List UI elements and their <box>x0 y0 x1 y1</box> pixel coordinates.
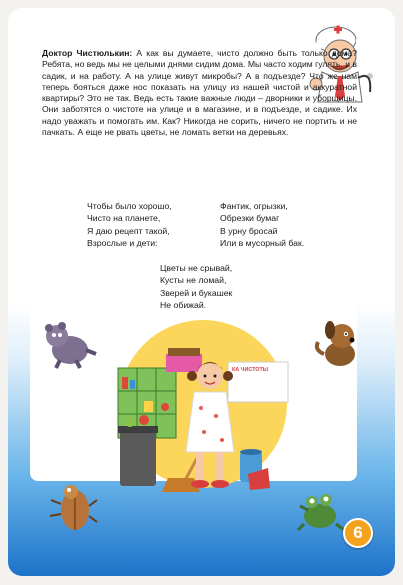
page-number: 6 <box>343 518 373 548</box>
poem-line: Чтобы было хорошо, <box>87 201 172 211</box>
poem-line: В урну бросай <box>220 225 278 236</box>
intro-paragraph <box>42 48 357 138</box>
poem-line: Обрезки бумаг <box>220 213 280 224</box>
girl-sweeping-illustration <box>108 318 298 498</box>
dog-illustration <box>310 320 365 370</box>
beetle-illustration <box>45 480 100 535</box>
poem-line: Я даю рецепт такой, <box>87 225 170 236</box>
poster-text: КА ЧИСТОТЫ <box>232 367 269 373</box>
bear-cub-illustration <box>40 320 100 370</box>
speaker-name: Доктор Чистюлькин: <box>42 48 133 58</box>
poem-bottom-stanza <box>160 262 232 312</box>
poem-line: Цветы не срывай, <box>160 263 233 273</box>
poem-line: Взрослые и дети: <box>87 238 158 249</box>
poem-line: Зверей и букашек <box>160 287 233 298</box>
poem-left-stanza <box>87 200 172 250</box>
poem-line: Не обижай. <box>160 300 207 311</box>
poem-line: Чисто на планете, <box>87 213 161 224</box>
intro-text: А как вы думаете, чисто должно быть только дома? Ребята, но ведь мы не целыми днями сидим дома. Мы часто ходим гулять, и в садик, и на работу. А на улице живут микробы? А в подъезде? Что же нам теперь бояться даже нос показать на улицу из нашей чистой и аккуратной квартиры? Это не так. Ведь есть такие важные люди – дворники и уборщицы. Они заботятся о чистоте на улице и в магазине, и в подъезде, и садике. Их надо уважать и помогать им. Как? Никогда не сорить, ничего не портить и не пачкать. А еще не рвать цветы, не ломать ветки на деревьях. <box>42 48 358 138</box>
poem-line: Кусты не ломай, <box>160 275 227 286</box>
frog-illustration <box>296 488 346 533</box>
poem-right-stanza <box>220 200 304 250</box>
poem-line: Фантик, огрызки, <box>220 201 288 211</box>
poem-line: Или в мусорный бак. <box>220 238 305 249</box>
